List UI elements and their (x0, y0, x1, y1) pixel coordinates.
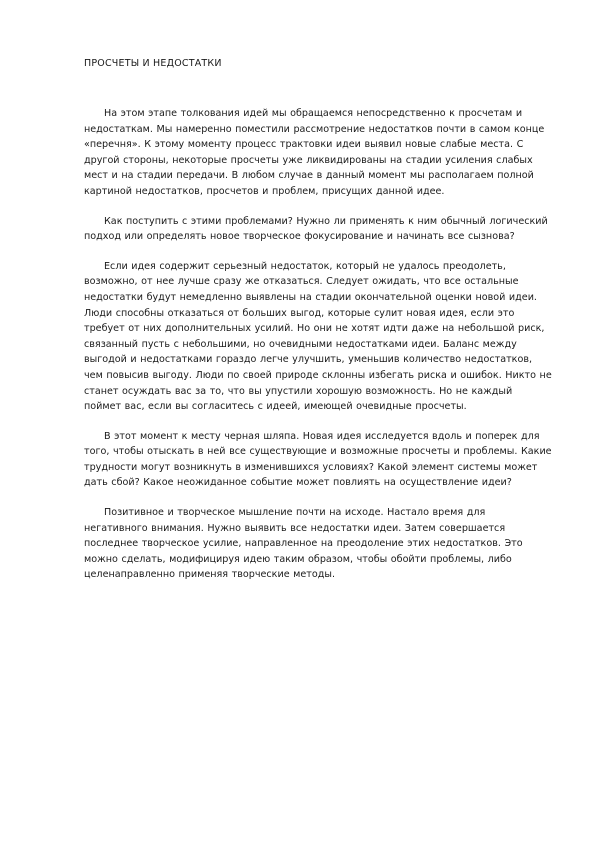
paragraph-4: В этот момент к месту черная шляпа. Новая идея исследуется вдоль и поперек для того, чтобы отыскать в ней все существующие и возможные просчеты и проблемы. Какие трудности могут возникнуть в изменившихся условиях? Какой элемент системы может дать сбой? Какое неожиданное событие может повлиять на осуществление идеи? (84, 430, 552, 489)
paragraph-3: Если идея содержит серьезный недостаток, который не удалось преодолеть, возможно, от нее лучше сразу же отказаться. Следует ожидать, что все остальные недостатки будут немедленно выявлены на стадии окончательной оценки новой идеи. Люди способны отказаться от больших выгод, которые сулит новая идея, если это требует от них дополнительных усилий. Но они не хотят идти даже на небольшой риск, связанный пусть с небольшими, но очевидными недостатками идеи. Баланс между выгодой и недостатками гораздо легче улучшить, уменьшив количество недостатков, чем повысив выгоду. Люди по своей природе склонны избегать риска и ошибок. Никто не станет осуждать вас за то, что вы упустили хорошую возможность. Но не каждый поймет вас, если вы согласитесь с идеей, имеющей очевидные просчеты. (84, 260, 552, 413)
paragraph-2: Как поступить с этими проблемами? Нужно ли применять к ним обычный логический подход или определять новое творческое фокусирование и начинать все сызнова? (84, 215, 548, 243)
document-title: ПРОСЧЕТЫ И НЕДОСТАТКИ (84, 58, 222, 69)
paragraph-1: На этом этапе толкования идей мы обращаемся непосредственно к просчетам и недостаткам. Мы намеренно поместили рассмотрение недостатков почти в самом конце «перечня». К этому моменту процесс трактовки идеи выявил новые слабые места. С другой стороны, некоторые просчеты уже ликвидированы на стадии усиления слабых мест и на стадии передачи. В любом случае в данный момент мы располагаем полной картиной недостатков, просчетов и проблем, присущих данной идее. (84, 108, 545, 197)
paragraph-5: Позитивное и творческое мышление почти на исходе. Настало время для негативного внимания. Нужно выявить все недостатки идеи. Затем совершается последнее творческое усилие, направленное на преодоление этих недостатков. Это можно сделать, модифицируя идею таким образом, чтобы обойти проблемы, либо целенаправленно применяя творческие методы. (84, 507, 523, 581)
document-body (84, 106, 552, 597)
